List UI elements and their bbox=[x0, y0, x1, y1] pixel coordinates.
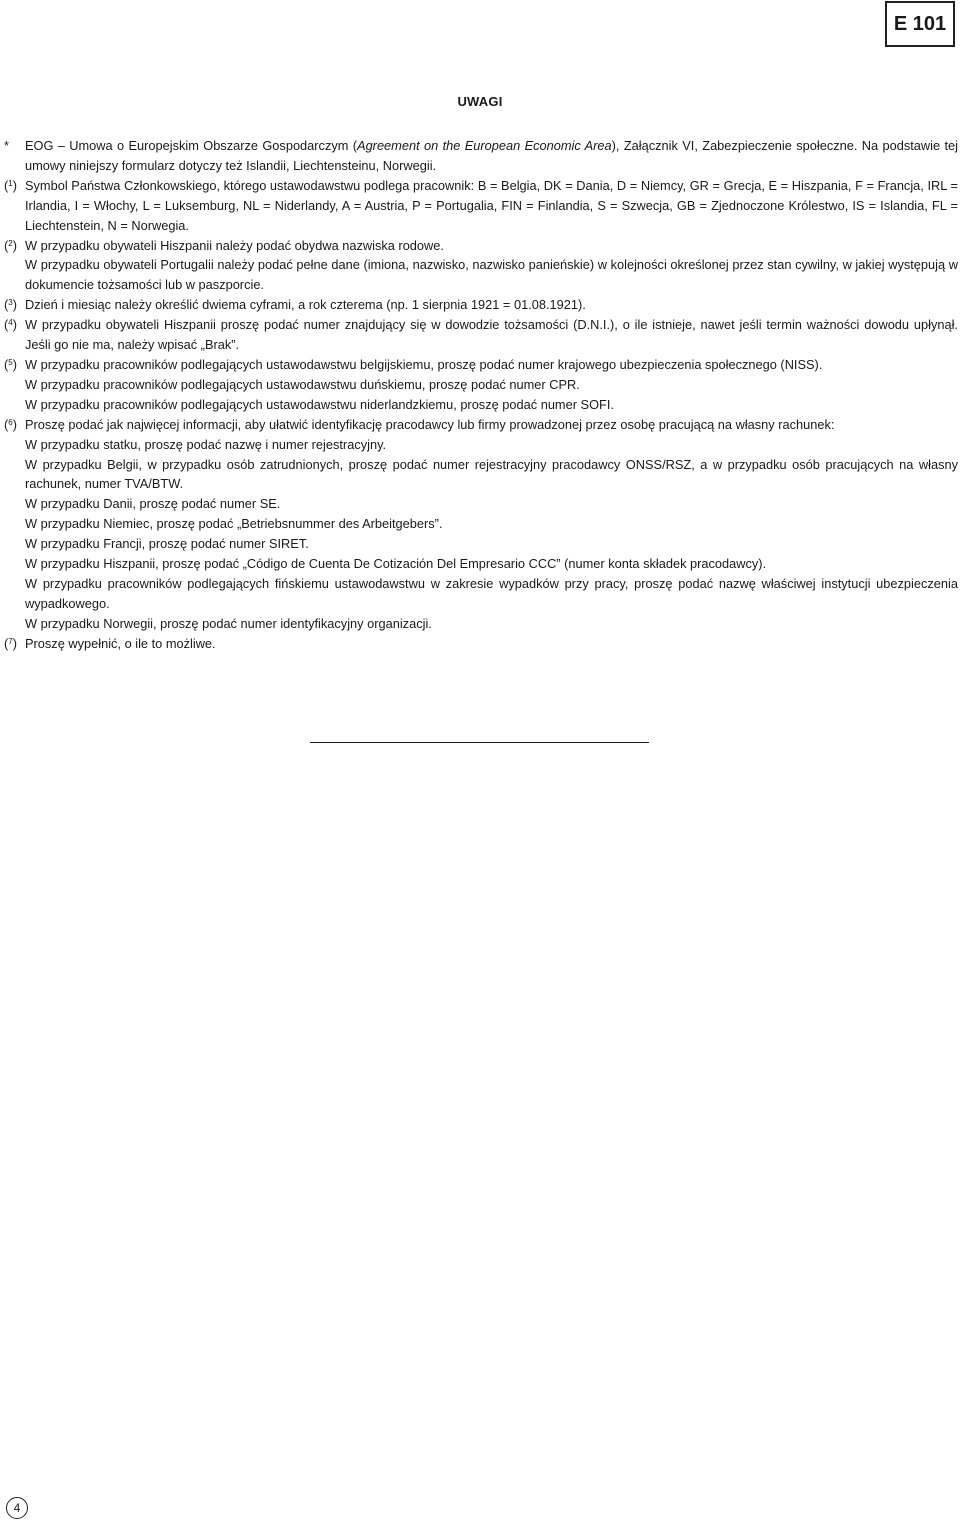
note-paragraph: W przypadku Hiszpanii, proszę podać „Código de Cuenta De Cotización Del Empresario CCC” (numer konta składek pracodawcy). bbox=[25, 556, 767, 572]
form-code-box bbox=[885, 1, 955, 47]
note-item bbox=[0, 176, 960, 236]
footnote-number: 5 bbox=[8, 357, 13, 367]
note-paragraph: W przypadku obywateli Hiszpanii proszę podać numer znajdujący się w dowodzie tożsamości (D.N.I.), o ile istnieje, nawet jeśli termin ważności dowodu upłynął. Jeśli go nie ma, należy wpisać „Brak”. bbox=[25, 317, 958, 353]
note-item bbox=[0, 415, 960, 634]
note-text: EOG – Umowa o Europejskim Obszarze Gospodarczym ( bbox=[25, 138, 358, 153]
note-paragraph: W przypadku pracowników podlegających ustawodawstwu duńskiemu, proszę podać numer CPR. bbox=[25, 376, 580, 392]
note-paragraph: W przypadku Niemiec, proszę podać „Betriebsnummer des Arbeitgebers”. bbox=[25, 516, 443, 532]
page-number-badge bbox=[6, 1497, 28, 1519]
note-paragraph: Proszę wypełnić, o ile to możliwe. bbox=[25, 635, 216, 651]
footnote-number: 1 bbox=[8, 178, 13, 188]
footnote-number: 6 bbox=[8, 417, 13, 427]
page-title: UWAGI bbox=[457, 94, 503, 109]
note-text-italic: Agreement on the European Economic Area bbox=[357, 138, 612, 153]
footnote-marker: ($^5$) bbox=[4, 356, 17, 372]
note-paragraph: Dzień i miesiąc należy określić dwiema cyframi, a rok czterema (np. 1 sierpnia 1921 = 01.08.1921). bbox=[25, 297, 586, 313]
notes-list bbox=[0, 136, 960, 654]
note-paragraph: W przypadku pracowników podlegających fińskiemu ustawodawstwu w zakresie wypadków przy pracy, proszę podać nazwę właściwej instytucji ubezpieczenia wypadkowego. bbox=[25, 575, 958, 611]
note-paragraph: W przypadku obywateli Hiszpanii należy podać obydwa nazwiska rodowe. bbox=[25, 237, 444, 253]
note-text: ), Załącznik VI, Zabezpieczenie społeczne. Na podstawie tej umowy niniejszy formularz dotyczy też Islandii, Liechtensteinu, Norwegii. bbox=[25, 138, 958, 173]
footnote-marker: ($^3$) bbox=[4, 297, 17, 313]
footnote-marker: ($^6$) bbox=[4, 416, 17, 432]
note-item bbox=[0, 634, 960, 654]
form-code: E 101 bbox=[893, 12, 947, 35]
note-paragraph: W przypadku Danii, proszę podać numer SE. bbox=[25, 496, 281, 512]
note-paragraph: W przypadku Francji, proszę podać numer SIRET. bbox=[25, 536, 309, 552]
note-paragraph: W przypadku pracowników podlegających ustawodawstwu belgijskiemu, proszę podać numer krajowego ubezpieczenia społecznego (NISS). bbox=[25, 356, 823, 372]
page-number: 4 bbox=[13, 1501, 21, 1515]
note-paragraph: W przypadku pracowników podlegających ustawodawstwu niderlandzkiemu, proszę podać numer SOFI. bbox=[25, 396, 614, 412]
note-paragraph: W przypadku Norwegii, proszę podać numer identyfikacyjny organizacji. bbox=[25, 615, 432, 631]
note-paragraph: W przypadku obywateli Portugalii należy podać pełne dane (imiona, nazwisko, nazwisko panieńskie) w kolejności określonej przez stan cywilny, w jakiej występują w dokumencie tożsamości lub w paszporcie. bbox=[25, 257, 958, 293]
note-item bbox=[0, 295, 960, 315]
footnote-number: 2 bbox=[8, 238, 13, 248]
note-paragraph: Symbol Państwa Członkowskiego, którego ustawodawstwu podlega pracownik: B = Belgia, DK = Dania, D = Niemcy, GR = Grecja, E = Hiszpania, F = Francja, IRL = Irlandia, I = Włochy, L = Luksemburg, NL = Niderlandy, A = Austria, P = Portugalia, FIN = Finlandia, S = Szwecja, GB = Zjednoczone Królestwo, IS = Islandia, FL = Liechtenstein, N = Norwegia. bbox=[25, 177, 958, 233]
note-paragraph bbox=[25, 136, 958, 176]
note-paragraph: W przypadku Belgii, w przypadku osób zatrudnionych, proszę podać numer rejestracyjny pracodawcy ONSS/RSZ, a w przypadku osób pracujących na własny rachunek, numer TVA/BTW. bbox=[25, 456, 958, 492]
divider-line bbox=[310, 742, 649, 743]
footnote-marker: * bbox=[4, 138, 9, 153]
footnote-number: 3 bbox=[8, 298, 13, 308]
footnote-marker: ($^2$) bbox=[4, 237, 17, 253]
note-item bbox=[0, 355, 960, 415]
note-item bbox=[0, 315, 960, 355]
note-paragraph: Proszę podać jak najwięcej informacji, aby ułatwić identyfikację pracodawcy lub firmy prowadzonej przez osobę pracującą na własny rachunek: bbox=[25, 416, 835, 432]
footnote-marker: ($^7$) bbox=[4, 635, 17, 651]
footnote-number: 7 bbox=[8, 636, 13, 646]
note-item bbox=[0, 136, 960, 176]
note-item bbox=[0, 236, 960, 296]
footnote-marker: ($^4$) bbox=[4, 317, 17, 333]
footnote-number: 4 bbox=[8, 318, 13, 328]
note-paragraph: W przypadku statku, proszę podać nazwę i numer rejestracyjny. bbox=[25, 436, 387, 452]
footnote-marker: ($^1$) bbox=[4, 177, 17, 193]
